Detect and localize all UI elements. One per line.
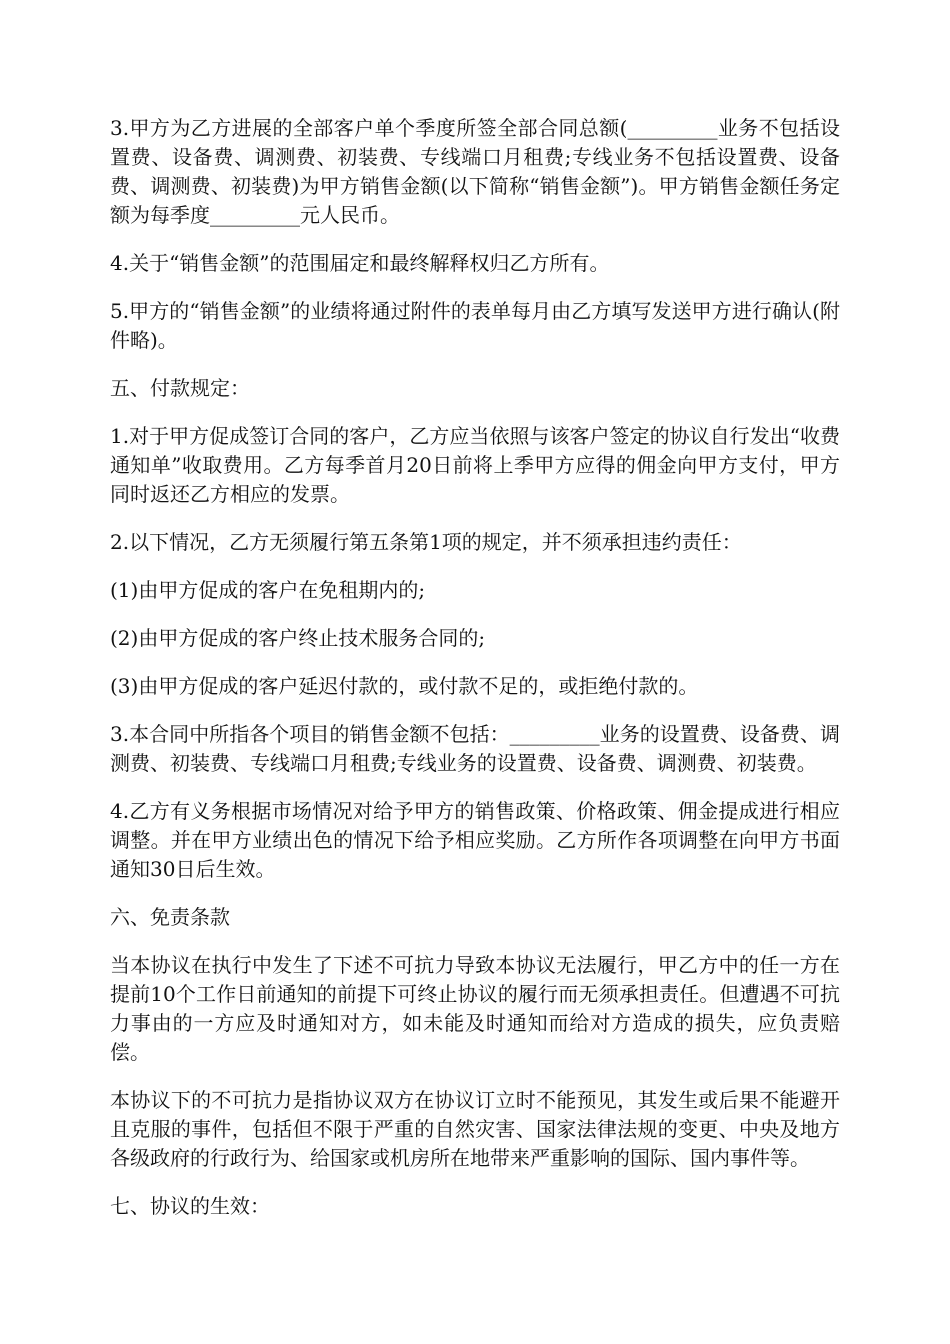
clause-5-4-adjustments: 4.乙方有义务根据市场情况对给予甲方的销售政策、价格政策、佣金提成进行相应调整。并在甲方业绩出色的情况下给予相应奖励。乙方所作各项调整在向甲方书面通知30日后生效。 [110,799,840,881]
clause-5-1-billing: 1.对于甲方促成签订合同的客户，乙方应当依照与该客户签定的协议自行发出“收费通知单”收取费用。乙方每季首月20日前将上季甲方应得的佣金向甲方支付，甲方同时返还乙方相应的发票。 [110,424,840,506]
clause-5-2-exceptions: 2.以下情况，乙方无须履行第五条第1项的规定，并不须承担违约责任： [110,530,742,554]
exception-item-3: (3)由甲方促成的客户延迟付款的，或付款不足的，或拒绝付款的。 [110,674,699,698]
clause-4-4-interpretation: 4.关于“销售金额”的范围届定和最终解释权归乙方所有。 [110,251,610,275]
section-heading-disclaimer: 六、免责条款 [110,905,230,929]
clause-6-force-majeure: 当本协议在执行中发生了下述不可抗力导致本协议无法履行，甲乙方中的任一方在提前10个工作日前通知的前提下可终止协议的履行而无须承担责任。但遭遇不可抗力事由的一方应及时通知对方，如未能及时通知而给对方造成的损失，应负责赔偿。 [110,953,840,1064]
document-body [110,114,840,1240]
clause-4-5-confirmation: 5.甲方的“销售金额”的业绩将通过附件的表单每月由乙方填写发送甲方进行确认(附件略)。 [110,299,840,352]
clause-6-force-majeure-definition: 本协议下的不可抗力是指协议双方在协议订立时不能预见，其发生或后果不能避开且克服的事件，包括但不限于严重的自然灾害、国家法律法规的变更、中央及地方各级政府的行政行为、给国家或机房所在地带来严重影响的国际、国内事件等。 [110,1088,840,1170]
section-heading-payment: 五、付款规定： [110,376,250,400]
exception-item-2: (2)由甲方促成的客户终止技术服务合同的; [110,626,486,650]
exception-item-1: (1)由甲方促成的客户在免租期内的; [110,578,426,602]
clause-4-3-sales-amount: 3.甲方为乙方进展的全部客户单个季度所签全部合同总额(_________业务不包括设置费、设备费、调测费、初装费、专线端口月租费;专线业务不包括设置费、设备费、调测费、初装费)为甲方销售金额(以下简称“销售金额”)。甲方销售金额任务定额为每季度_________元人民币。 [110,116,840,227]
section-heading-effectiveness: 七、协议的生效： [110,1194,270,1218]
clause-5-3-exclusions: 3.本合同中所指各个项目的销售金额不包括：_________业务的设置费、设备费、调测费、初装费、专线端口月租费;专线业务的设置费、设备费、调测费、初装费。 [110,722,840,775]
